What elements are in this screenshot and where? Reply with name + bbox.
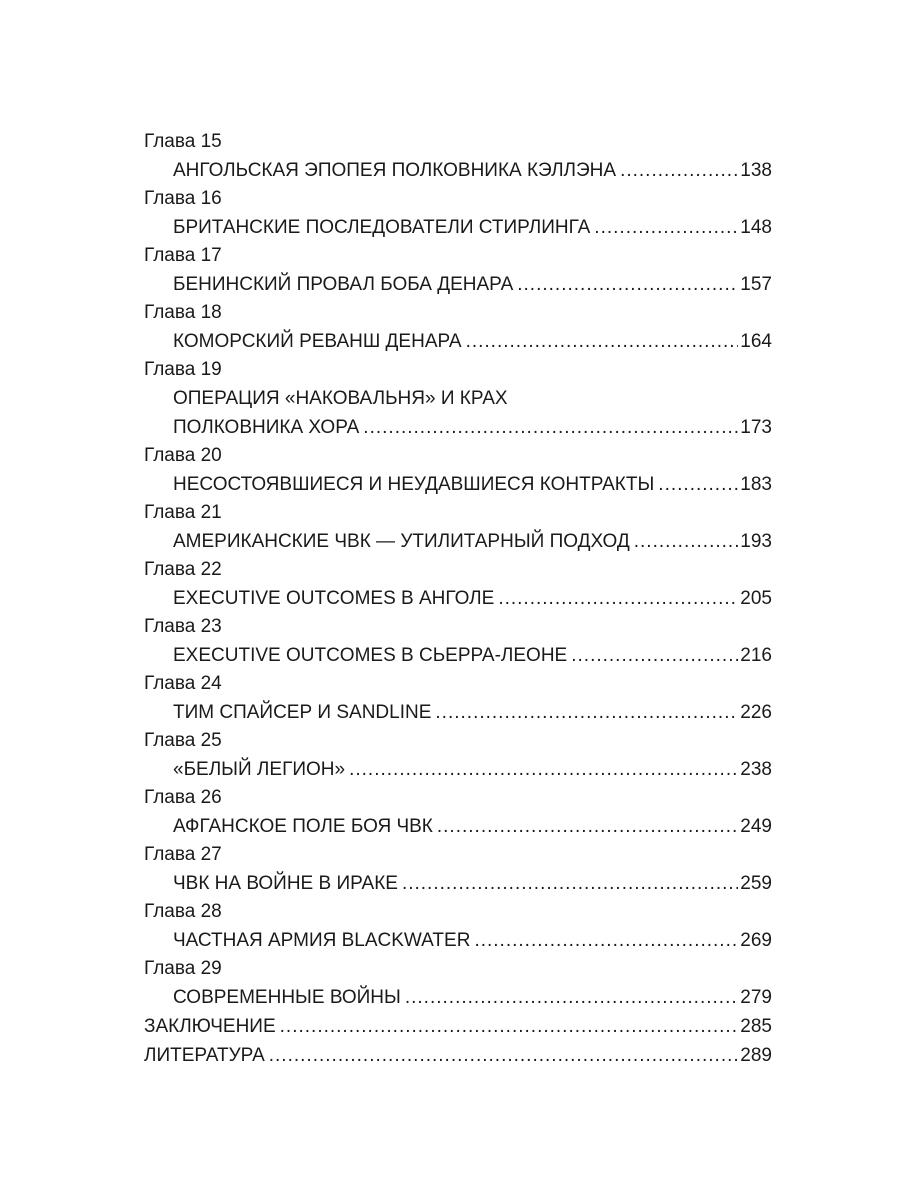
- toc-chapter: [144, 299, 772, 356]
- page-number: 279: [740, 987, 772, 1008]
- chapter-number: Глава 27: [144, 844, 222, 865]
- page-number: 285: [740, 1016, 772, 1037]
- dot-leader: [402, 869, 738, 898]
- chapter-title: EXECUTIVE OUTCOMES В СЬЕРРА-ЛЕОНЕ: [173, 645, 568, 666]
- toc-chapter: [144, 670, 772, 727]
- chapter-number: Глава 16: [144, 188, 222, 209]
- toc-entry: [144, 812, 772, 841]
- dot-leader: [466, 327, 739, 356]
- toc-chapter: [144, 613, 772, 670]
- dot-leader: [498, 584, 738, 613]
- toc-entry: [144, 413, 772, 442]
- toc-entry: [144, 983, 772, 1012]
- dot-leader: [571, 641, 738, 670]
- page-number: 216: [740, 645, 772, 666]
- toc-chapter: [144, 442, 772, 499]
- toc-entry: [144, 470, 772, 499]
- toc-entry: [144, 584, 772, 613]
- chapter-title: СОВРЕМЕННЫЕ ВОЙНЫ: [173, 987, 401, 1008]
- dot-leader: [474, 926, 738, 955]
- toc-entry: [144, 527, 772, 556]
- toc-chapter: [144, 185, 772, 242]
- chapter-title: «БЕЛЫЙ ЛЕГИОН»: [173, 759, 346, 780]
- chapter-number: Глава 20: [144, 445, 222, 466]
- chapter-title: БРИТАНСКИЕ ПОСЛЕДОВАТЕЛИ СТИРЛИНГА: [173, 217, 591, 238]
- toc-chapter: [144, 955, 772, 1012]
- table-of-contents: [144, 128, 772, 1070]
- page-number: 173: [740, 417, 772, 438]
- toc-chapter: [144, 898, 772, 955]
- toc-chapter: [144, 356, 772, 442]
- toc-chapter: [144, 242, 772, 299]
- dot-leader: [634, 527, 739, 556]
- toc-entry: [144, 698, 772, 727]
- page-number: 249: [740, 816, 772, 837]
- page-number: 164: [740, 331, 772, 352]
- chapter-title: EXECUTIVE OUTCOMES В АНГОЛЕ: [173, 588, 495, 609]
- toc-entry: [144, 213, 772, 242]
- dot-leader: [435, 698, 738, 727]
- toc-entry-conclusion: [144, 1012, 772, 1041]
- chapter-title-line2: ПОЛКОВНИКА ХОРА: [173, 417, 360, 438]
- chapter-number: Глава 24: [144, 673, 222, 694]
- chapter-number: Глава 23: [144, 616, 222, 637]
- dot-leader: [437, 812, 738, 841]
- chapter-number: Глава 26: [144, 787, 222, 808]
- chapter-title-line1: ОПЕРАЦИЯ «НАКОВАЛЬНЯ» И КРАХ: [173, 388, 508, 409]
- page-number: 138: [740, 160, 772, 181]
- chapter-number: Глава 21: [144, 502, 222, 523]
- dot-leader: [280, 1012, 739, 1041]
- chapter-number: Глава 28: [144, 901, 222, 922]
- chapter-number: Глава 15: [144, 131, 222, 152]
- chapter-title: НЕСОСТОЯВШИЕСЯ И НЕУДАВШИЕСЯ КОНТРАКТЫ: [173, 474, 655, 495]
- dot-leader: [363, 413, 738, 442]
- dot-leader: [658, 470, 738, 499]
- toc-entry: [144, 156, 772, 185]
- toc-chapter: [144, 556, 772, 613]
- chapter-number: Глава 19: [144, 359, 222, 380]
- toc-entry: [144, 327, 772, 356]
- chapter-title: ЧАСТНАЯ АРМИЯ BLACKWATER: [173, 930, 471, 951]
- toc-chapter: [144, 727, 772, 784]
- chapter-number: Глава 29: [144, 958, 222, 979]
- section-title: ЛИТЕРАТУРА: [144, 1045, 265, 1066]
- page-number: 183: [740, 474, 772, 495]
- toc-chapter: [144, 499, 772, 556]
- chapter-number: Глава 25: [144, 730, 222, 751]
- chapter-title: КОМОРСКИЙ РЕВАНШ ДЕНАРА: [173, 331, 462, 352]
- chapter-number: Глава 22: [144, 559, 222, 580]
- chapter-title: БЕНИНСКИЙ ПРОВАЛ БОБА ДЕНАРА: [173, 274, 514, 295]
- dot-leader: [620, 156, 738, 185]
- page-number: 205: [740, 588, 772, 609]
- chapter-title: АМЕРИКАНСКИЕ ЧВК — УТИЛИТАРНЫЙ ПОДХОД: [173, 531, 630, 552]
- toc-chapter: [144, 841, 772, 898]
- page-number: 269: [740, 930, 772, 951]
- page-number: 226: [740, 702, 772, 723]
- page-number: 238: [740, 759, 772, 780]
- chapter-title: АНГОЛЬСКАЯ ЭПОПЕЯ ПОЛКОВНИКА КЭЛЛЭНА: [173, 160, 617, 181]
- section-title: ЗАКЛЮЧЕНИЕ: [144, 1016, 276, 1037]
- dot-leader: [594, 213, 738, 242]
- chapter-title: ТИМ СПАЙСЕР И SANDLINE: [173, 702, 432, 723]
- toc-chapter: [144, 128, 772, 185]
- page-number: 259: [740, 873, 772, 894]
- chapter-title: ЧВК НА ВОЙНЕ В ИРАКЕ: [173, 873, 398, 894]
- chapter-number: Глава 17: [144, 245, 222, 266]
- dot-leader: [405, 983, 738, 1012]
- chapter-title: АФГАНСКОЕ ПОЛЕ БОЯ ЧВК: [173, 816, 433, 837]
- toc-chapter: [144, 784, 772, 841]
- page-number: 148: [740, 217, 772, 238]
- page-number: 289: [740, 1045, 772, 1066]
- toc-entry-bibliography: [144, 1041, 772, 1070]
- toc-entry: [144, 869, 772, 898]
- chapter-number: Глава 18: [144, 302, 222, 323]
- toc-entry: [144, 926, 772, 955]
- dot-leader: [349, 755, 738, 784]
- toc-entry: [144, 641, 772, 670]
- toc-entry: [144, 270, 772, 299]
- toc-entry-line: [144, 384, 772, 413]
- toc-entry: [144, 755, 772, 784]
- page-number: 193: [740, 531, 772, 552]
- dot-leader: [517, 270, 738, 299]
- page-number: 157: [740, 274, 772, 295]
- dot-leader: [269, 1041, 739, 1070]
